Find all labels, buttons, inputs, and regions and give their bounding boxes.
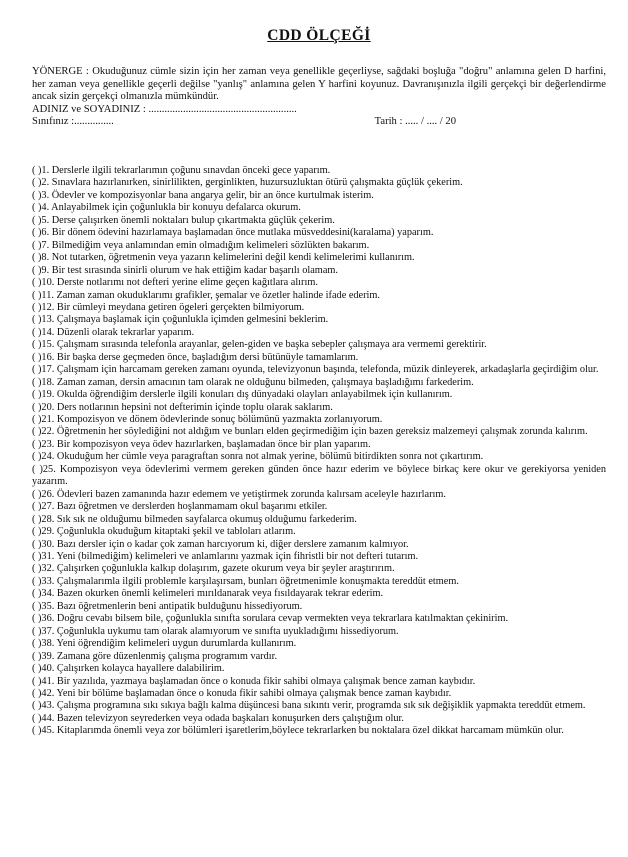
question-item: ( )44. Bazen televizyon seyrederken veya odada başkaları konuşurken ders çalıştığım olur. [32,712,404,724]
question-item: ( )18. Zaman zaman, dersin amacının tam olarak ne olduğunu bilmeden, çalışmaya başladığımı farkederim. [32,376,474,388]
question-item: ( )14. Düzenli olarak tekrarlar yaparım. [32,326,195,338]
question-item: ( )3. Ödevler ve kompozisyonlar bana angarya gelir, bir an önce kurtulmak isterim. [32,189,374,201]
question-item: ( )4. Anlayabilmek için çoğunlukla bir konuyu defalarca okurum. [32,202,301,214]
class-line: Sınıfınız :............... [32,116,114,128]
question-item: ( )10. Derste notlarımı not defteri yerine elime geçen kağıtlara alırım. [32,277,318,289]
question-item: ( )19. Okulda öğrendiğim derslerle ilgili konuları dış dünyadaki olayları anlayabilmek için kullanırım. [32,389,453,401]
name-line: ADINIZ ve SOYADINIZ : ........................................................ [32,103,297,115]
question-item: ( )35. Bazı öğretmenlerin beni antipatik bulduğunu hissediyorum. [32,600,303,612]
question-item: ( )27. Bazı öğretmen ve derslerden hoşlanmamam okul başarımı etkiler. [32,501,328,513]
question-item: ( )33. Çalışmalarımla ilgili problemle karşılaşırsam, bunları öğretmenimle konuşmakta tereddüt etmem. [32,575,459,587]
date-line: Tarih : ..... / .... / 20 [374,116,456,128]
question-item: ( )34. Bazen okurken önemli kelimeleri mırıldanarak veya fısıldayarak tekrar ederim. [32,588,384,600]
question-item: ( )31. Yeni (bilmediğim) kelimeleri ve anlamlarını yazmak için fihristli bir not defteri tutarım. [32,551,419,563]
question-item: ( )32. Çalışırken çoğunlukla kalkıp dolaşırım, gazete okurum veya bir şeyler araştırırım. [32,563,395,575]
question-item: ( )45. Kitaplarımda önemli veya zor bölümleri işaretlerim,böylece tekrarlarken bu noktalara özel dikkat harcamam mümkün olur. [32,725,564,737]
question-item: ( )7. Bilmediğim veya anlamından emin olmadığım kelimeleri sözlükten bakarım. [32,239,370,251]
question-item: ( )8. Not tutarken, öğretmenin veya yazarın kelimelerini değil kendi kelimelerimi kullanırım. [32,252,415,264]
question-item: ( )16. Bir başka derse geçmeden önce, başladığım dersi bütünüyle tamamlarım. [32,351,359,363]
question-item: ( )39. Zamana göre düzenlenmiş çalışma programım vardır. [32,650,278,662]
question-item: ( )30. Bazı dersler için o kadar çok zaman harcıyorum ki, diğer derslere zamanım kalmıyor. [32,538,409,550]
question-list [32,165,606,738]
question-item: ( )12. Bir cümleyi meydana getiren ögeleri gerçekten bilmiyorum. [32,301,305,313]
question-item: ( )1. Derslerle ilgili tekrarlarımın çoğunu sınavdan önceki gece yaparım. [32,164,331,176]
question-item: ( )6. Bir dönem ödevini hazırlamaya başlamadan önce mutlaka müsveddesini(karalama) yaparım. [32,227,434,239]
question-item: ( )15. Çalışmam sırasında telefonla arayanlar, gelen-giden ve başka sebepler çalışmaya ara vermemi gerektirir. [32,339,487,351]
question-item: ( )11. Zaman zaman okuduklarımı grafikler, şemalar ve özetler halinde ifade ederim. [32,289,381,301]
class-date-row [32,116,606,129]
page-title: CDD ÖLÇEĞİ [267,27,371,44]
question-item: ( )26. Ödevleri bazen zamanında hazır edemem ve yetiştirmek zorunda kalırsam aceleyle hazırlarım. [32,488,446,500]
question-item: ( )13. Çalışmaya başlamak için çoğunlukla içimden gelmesini beklerim. [32,314,329,326]
question-item: ( )17. Çalışmam için harcamam gereken zamanı oyunda, televizyonun başında, telefonda, müzik dinleyerek, arkadaşlarla geçirdiğim olur. [32,364,599,376]
question-item: ( )38. Yeni öğrendiğim kelimeleri uygun durumlarda kullanırım. [32,638,297,650]
question-item: ( )22. Öğretmenin her söylediğini not aldığım ve bunları elden geçirmediğim için bazen gereksiz malzemeyi çalışmak zorunda kalırım. [32,426,588,438]
question-item: ( )28. Sık sık ne olduğumu bilmeden sayfalarca okumuş olduğumu farkederim. [32,513,357,525]
question-item: ( )41. Bir yazılıda, yazmaya başlamadan önce o konuda fikir sahibi olmaya çalışmak bence zaman kaybıdır. [32,675,476,687]
question-item: ( )43. Çalışma programına sıkı sıkıya bağlı kalma düşüncesi bana sıkıntı verir, programda sık sık değişiklik yapmakta tereddüt etmem. [32,700,586,712]
question-item: ( )24. Okuduğum her cümle veya paragraftan sonra not almak yerine, bölümü bitirdikten sonra not çıkartırım. [32,451,484,463]
question-item: ( )21. Kompozisyon ve dönem ödevlerinde sonuç bölümünü yazmakta zorlanıyorum. [32,414,383,426]
question-item: ( )40. Çalışırken kolayca hayallere dalabilirim. [32,663,225,675]
question-item: ( )9. Bir test sırasında sinirli olurum ve hak ettiğim kadar başarılı olamam. [32,264,338,276]
instructions-text: YÖNERGE : Okuduğunuz cümle sizin için her zaman veya genellikle geçerliyse, sağdaki boşluğa "doğru" anlamına gelen D harfini, her zaman veya genellikle geçerli değilse "yanlış" anlamına gelen Y harfini koyunuz. Davranışınızla ilgili gerçekçi bir değerlendirme ancak sizin gerçekçi olmanızla mümkündür. [32,66,606,103]
question-item: ( )2. Sınavlara hazırlanırken, sinirlilikten, gerginlikten, huzursuzluktan ötürü çalışmakta güçlük çekerim. [32,177,463,189]
question-item: ( )29. Çoğunlukla okuduğum kitaptaki şekil ve tabloları atlarım. [32,526,296,538]
question-item: ( )20. Ders notlarının hepsini not defterimin içinde toplu olarak saklarım. [32,401,333,413]
question-item: ( )36. Doğru cevabı bilsem bile, çoğunlukla sınıfta sorulara cevap vermekten veya tekrarlara katılmaktan çekinirim. [32,613,509,625]
question-item: ( )37. Çoğunlukla uykumu tam olarak alamıyorum ve sınıfta uyukladığımı hissediyorum. [32,625,399,637]
question-item: ( )23. Bir kompozisyon veya ödev hazırlarken, başlamadan önce bir plan yaparım. [32,438,371,450]
question-item: ( )25. Kompozisyon veya ödevlerimi vermem gereken günden önce hazır ederim ve böylece birkaç kere okur ve gerekiyorsa yeniden yazarım. [32,463,606,488]
question-item: ( )42. Yeni bir bölüme başlamadan önce o konuda fikir sahibi olmaya çalışmak bence zaman kaybıdır. [32,688,452,699]
question-item: ( )5. Derse çalışırken önemli noktaları bulup çıkartmakta güçlük çekerim. [32,214,335,226]
